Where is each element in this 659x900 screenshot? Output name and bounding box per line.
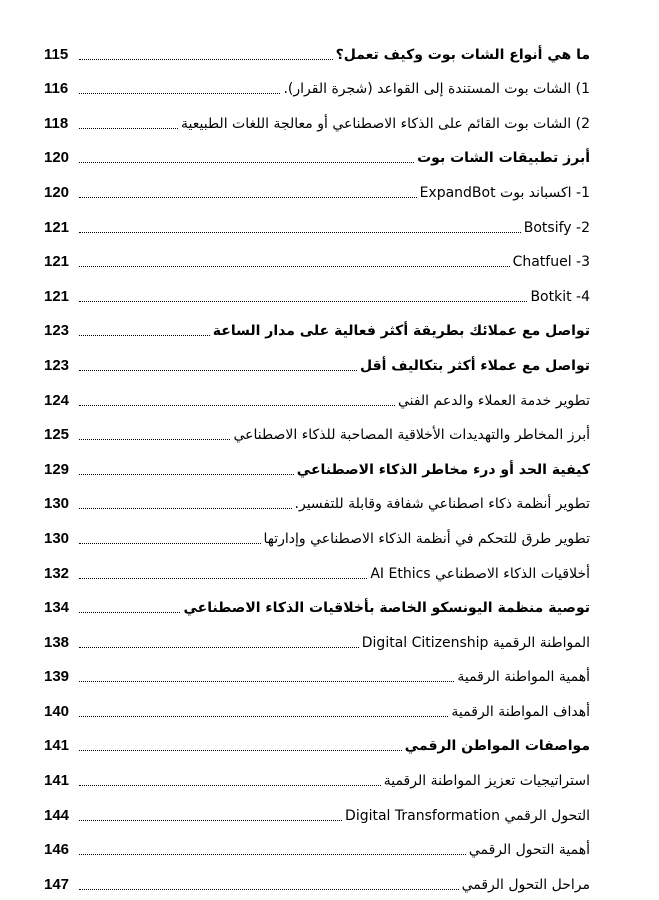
toc-entry-title: تطوير طرق للتحكم في أنظمة الذكاء الاصطناعي وإدارتها <box>263 530 590 547</box>
toc-entry-page-number: 115 <box>44 45 69 63</box>
toc-entry[interactable] <box>44 277 590 312</box>
toc-entry-title: كيفية الحد أو درء مخاطر الذكاء الاصطناعي <box>296 461 590 478</box>
toc-entry-page-number: 130 <box>44 495 70 513</box>
toc-entry-title: أهداف المواطنة الرقمية <box>451 703 590 720</box>
dot-leader <box>79 301 527 302</box>
toc-entry-page-number: 139 <box>44 668 70 686</box>
dot-leader <box>79 93 280 94</box>
toc-entry-title: مواصفات المواطن الرقمي <box>404 738 590 755</box>
toc-entry-page-number: 123 <box>44 322 70 340</box>
toc-entry-title: مراحل التحول الرقمي <box>461 876 590 893</box>
toc-entry-page-number: 121 <box>44 218 70 236</box>
dot-leader <box>79 128 178 129</box>
toc-entry-title: أهمية المواطنة الرقمية <box>457 669 590 686</box>
toc-entry[interactable] <box>44 104 590 139</box>
dot-leader <box>79 889 459 890</box>
dot-leader <box>79 750 402 751</box>
toc-entry[interactable] <box>44 727 590 762</box>
toc-entry-page-number: 141 <box>44 737 70 755</box>
toc-entry-page-number: 138 <box>44 633 70 651</box>
toc-entry[interactable] <box>44 761 590 796</box>
toc-entry[interactable] <box>44 485 590 520</box>
toc-entry[interactable] <box>44 173 590 208</box>
dot-leader <box>79 335 210 336</box>
toc-entry-page-number: 120 <box>44 183 70 201</box>
toc-entry-page-number: 144 <box>44 806 70 824</box>
dot-leader <box>79 785 381 786</box>
toc-entry-page-number: 132 <box>44 564 70 582</box>
toc-entry[interactable] <box>44 416 590 451</box>
toc-entry[interactable] <box>44 796 590 831</box>
toc-entry[interactable] <box>44 35 590 70</box>
toc-entry[interactable] <box>44 658 590 693</box>
toc-entry[interactable] <box>44 865 590 900</box>
toc-entry-title: تواصل مع عملاء أكثر بتكاليف أقل <box>359 357 590 374</box>
table-of-contents <box>44 35 590 900</box>
toc-entry-page-number: 121 <box>44 287 70 305</box>
toc-entry-title: Chatfuel -3 <box>512 254 590 271</box>
toc-entry[interactable] <box>44 623 590 658</box>
dot-leader <box>79 820 342 821</box>
toc-entry[interactable] <box>44 208 590 243</box>
toc-entry[interactable] <box>44 519 590 554</box>
dot-leader <box>79 612 180 613</box>
toc-entry-title: استراتيجيات تعزيز المواطنة الرقمية <box>383 773 590 790</box>
toc-entry[interactable] <box>44 450 590 485</box>
dot-leader <box>79 266 510 267</box>
dot-leader <box>79 647 359 648</box>
toc-entry-title: توصية منظمة اليونسكو الخاصة بأخلاقيات الذكاء الاصطناعي <box>183 600 590 617</box>
dot-leader <box>79 716 448 717</box>
toc-entry-page-number: 118 <box>44 114 69 132</box>
toc-entry[interactable] <box>44 346 590 381</box>
toc-entry-page-number: 140 <box>44 702 70 720</box>
dot-leader <box>79 681 454 682</box>
toc-entry[interactable] <box>44 589 590 624</box>
dot-leader <box>79 578 367 579</box>
toc-entry-page-number: 129 <box>44 460 70 478</box>
toc-entry-title: 2) الشات بوت القائم على الذكاء الاصطناعي أو معالجة اللغات الطبيعية <box>181 115 590 132</box>
toc-entry[interactable] <box>44 831 590 866</box>
toc-entry-title: أهمية التحول الرقمي <box>468 842 590 859</box>
toc-entry-title: تطوير أنظمة ذكاء اصطناعي شفافة وقابلة للتفسير. <box>294 496 590 513</box>
dot-leader <box>79 854 466 855</box>
toc-entry-title: التحول الرقمي Digital Transformation <box>345 807 590 824</box>
toc-entry-page-number: 120 <box>44 149 70 167</box>
toc-entry[interactable] <box>44 243 590 278</box>
toc-entry[interactable] <box>44 312 590 347</box>
toc-entry-page-number: 116 <box>44 80 69 98</box>
dot-leader <box>79 162 414 163</box>
toc-entry-page-number: 130 <box>44 529 70 547</box>
toc-entry-page-number: 147 <box>44 875 70 893</box>
toc-entry-title: المواطنة الرقمية Digital Citizenship <box>361 634 590 651</box>
dot-leader <box>79 197 417 198</box>
toc-entry-title: تطوير خدمة العملاء والدعم الفني <box>397 392 590 409</box>
toc-entry[interactable] <box>44 692 590 727</box>
toc-entry-page-number: 125 <box>44 426 70 444</box>
toc-entry[interactable] <box>44 70 590 105</box>
dot-leader <box>79 543 261 544</box>
toc-entry-title: 1- اكسباند بوت ExpandBot <box>419 184 590 201</box>
toc-entry-title: ما هي أنواع الشات بوت وكيف تعمل؟ <box>335 46 590 63</box>
toc-entry[interactable] <box>44 381 590 416</box>
toc-entry-title: أخلاقيات الذكاء الاصطناعي AI Ethics <box>370 565 590 582</box>
toc-entry-page-number: 141 <box>44 772 70 790</box>
toc-entry-page-number: 123 <box>44 356 70 374</box>
dot-leader <box>79 508 292 509</box>
toc-entry-title: أبرز تطبيقات الشات بوت <box>417 150 590 167</box>
toc-entry[interactable] <box>44 554 590 589</box>
toc-entry-title: 1) الشات بوت المستندة إلى القواعد (شجرة القرار). <box>283 81 590 98</box>
dot-leader <box>79 370 357 371</box>
toc-entry-title: أبرز المخاطر والتهديدات الأخلاقية المصاحبة للذكاء الاصطناعي <box>233 427 590 444</box>
dot-leader <box>79 474 294 475</box>
toc-entry-title: Botkit -4 <box>530 288 590 305</box>
toc-entry-title: تواصل مع عملائك بطريقة أكثر فعالية على مدار الساعة <box>212 323 590 340</box>
dot-leader <box>79 232 521 233</box>
toc-entry-title: Botsify -2 <box>523 219 590 236</box>
dot-leader <box>79 439 230 440</box>
dot-leader <box>79 405 395 406</box>
toc-entry-page-number: 121 <box>44 253 70 271</box>
dot-leader <box>79 59 333 60</box>
toc-entry-page-number: 146 <box>44 841 70 859</box>
toc-entry[interactable] <box>44 139 590 174</box>
toc-entry-page-number: 124 <box>44 391 70 409</box>
toc-entry-page-number: 134 <box>44 599 70 617</box>
